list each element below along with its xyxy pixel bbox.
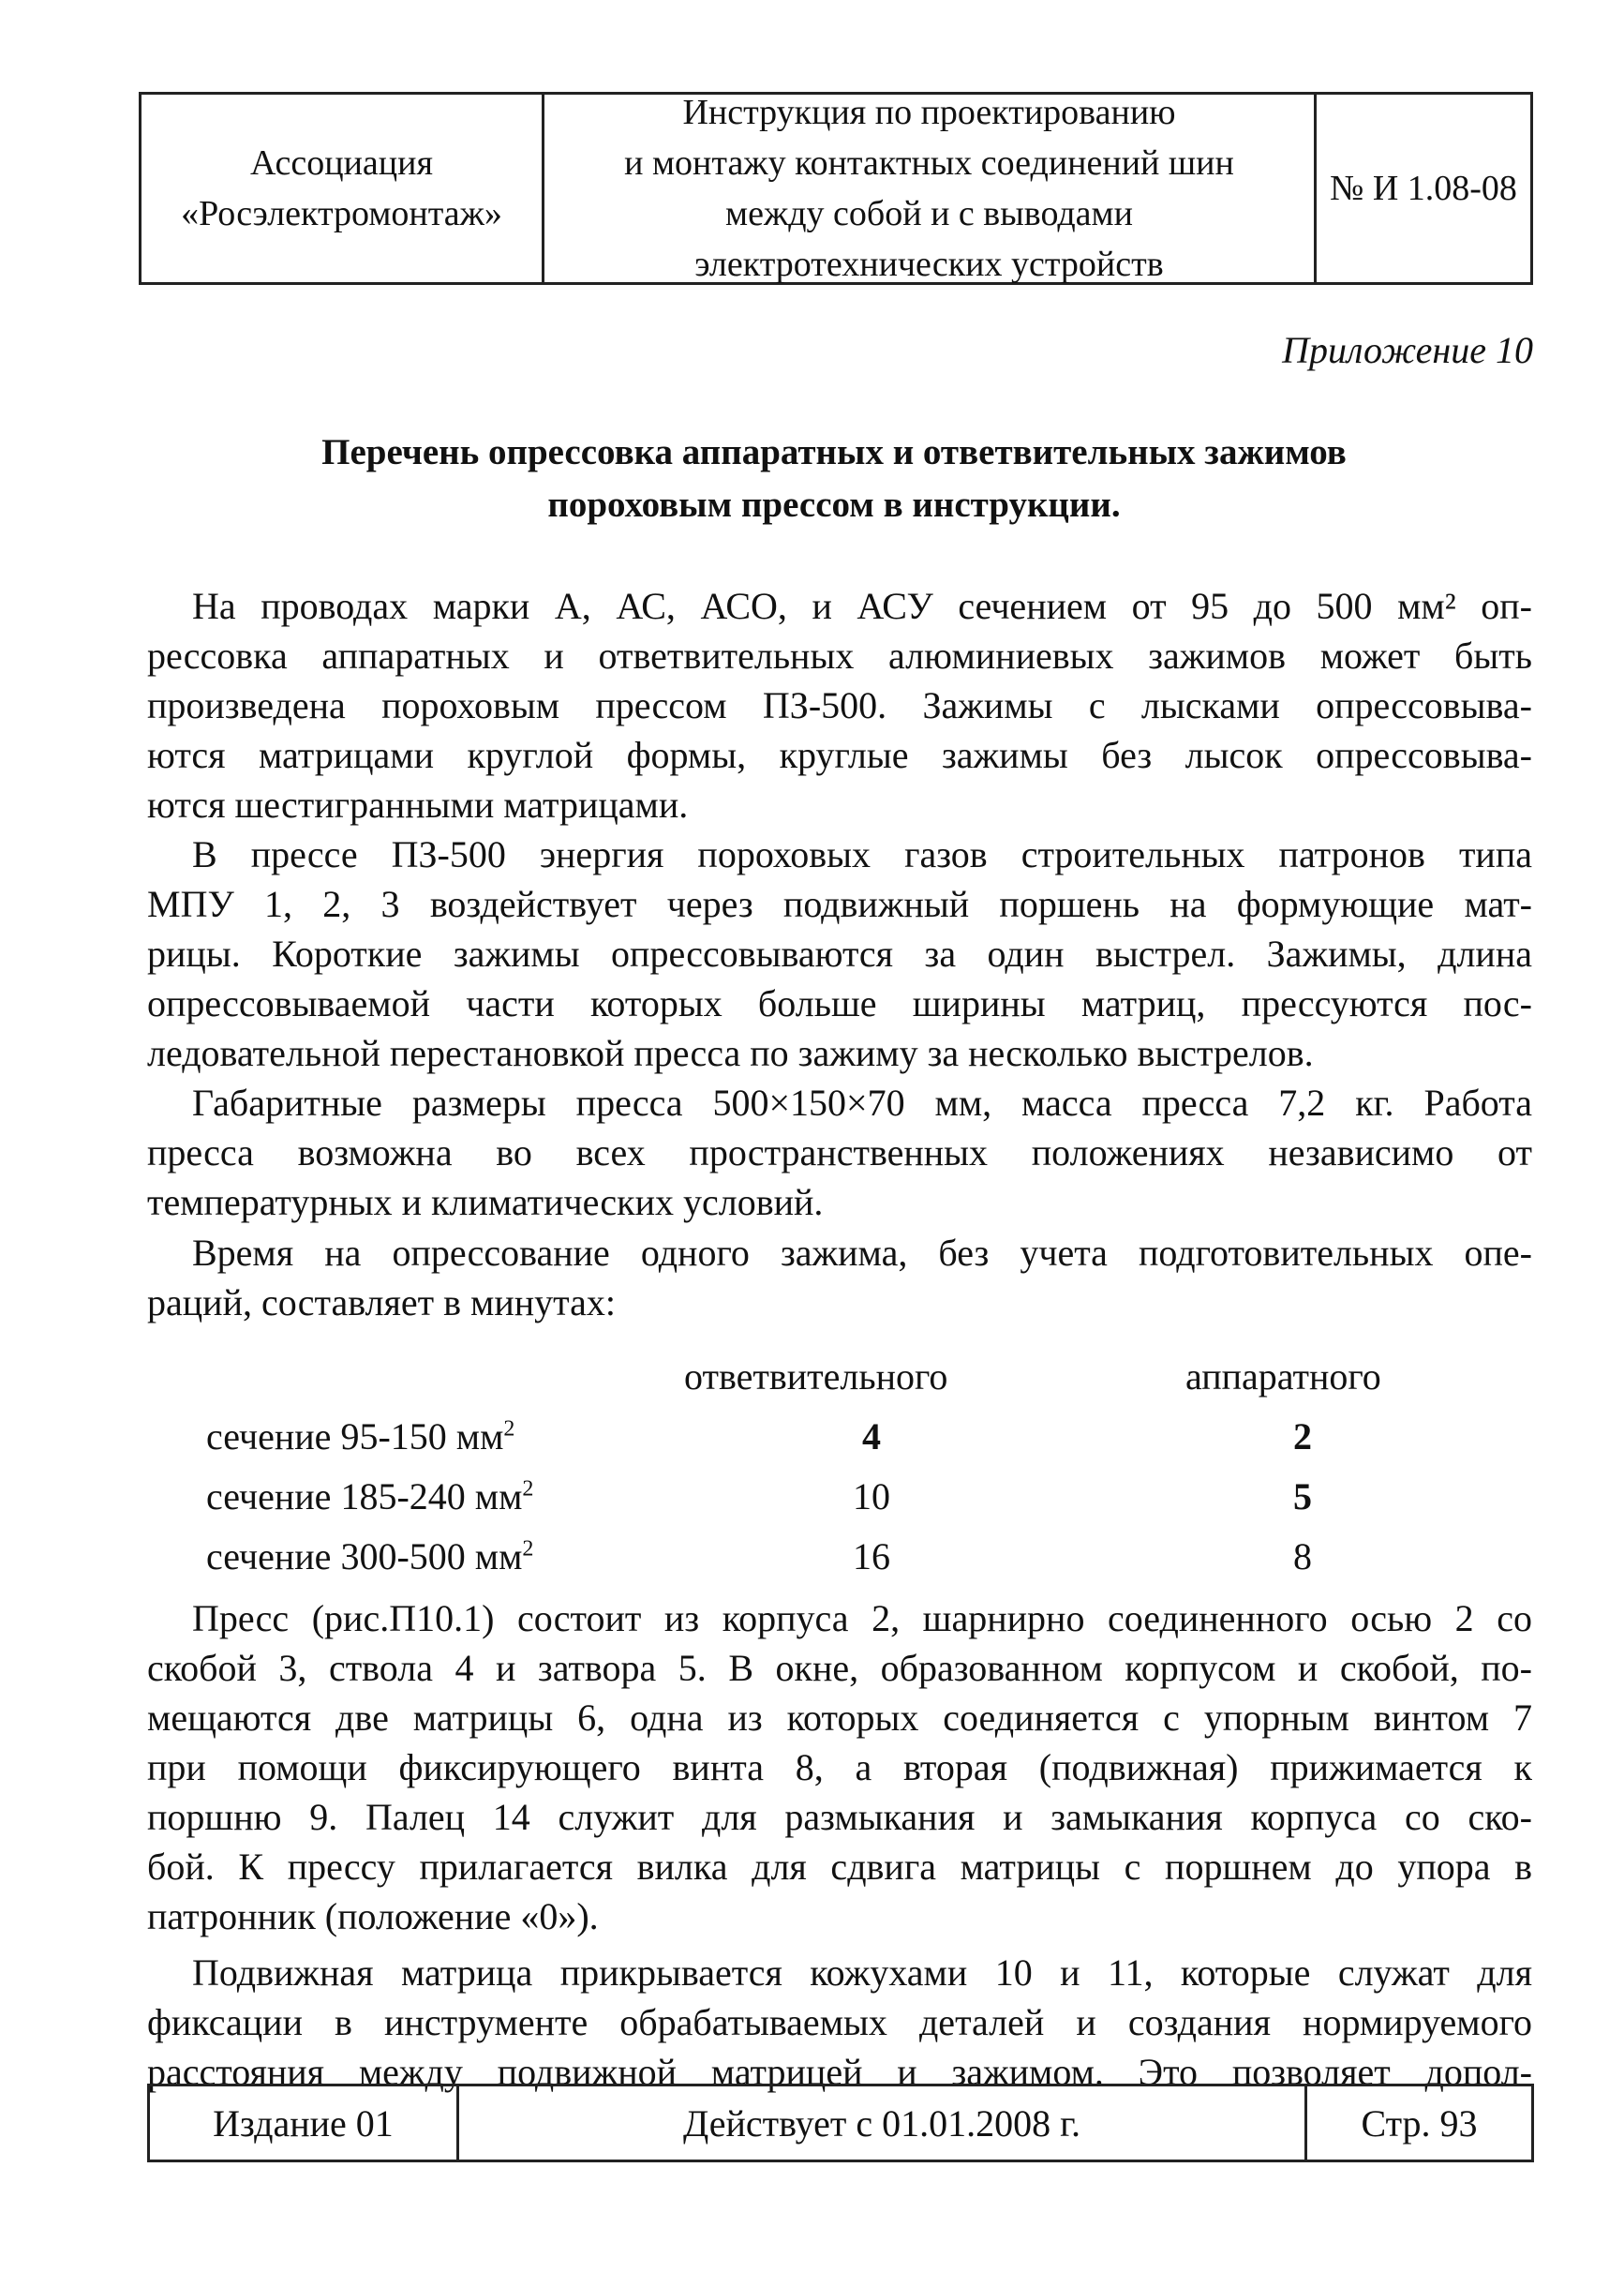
footer-edition: Издание 01	[150, 2086, 459, 2160]
text-line: опрессовываемой части которых больше ширины матриц, прессуются пос-	[147, 982, 1532, 1024]
footer-table	[147, 2084, 1534, 2162]
header-table	[139, 92, 1533, 285]
header-document-number: № И 1.08-08	[1330, 169, 1517, 208]
branch-time-value: 16	[853, 1535, 890, 1577]
column-header-branch: ответвительного	[684, 1355, 948, 1398]
footer-effective-date: Действует с 01.01.2008 г.	[459, 2086, 1307, 2160]
text-line: температурных и климатических условий.	[147, 1181, 824, 1223]
title-line: пороховым прессом в инструкции.	[547, 485, 1121, 525]
text-line: поршню 9. Палец 14 служит для размыкания и замыкания корпуса со ско-	[147, 1796, 1532, 1838]
table-row	[197, 1414, 1509, 1474]
paragraph-movable-die	[147, 1948, 1532, 2097]
text-line: патронник (положение «0»).	[147, 1895, 599, 1937]
text-line: пресса возможна во всех пространственных положениях независимо от	[147, 1131, 1532, 1173]
text-line: ются матрицами круглой формы, круглые зажимы без лысок опрессовыва-	[147, 734, 1532, 776]
table-row	[197, 1534, 1509, 1594]
paragraph-press-energy	[147, 830, 1532, 1078]
text-line: скобой 3, ствола 4 и затвора 5. В окне, образованном корпусом и скобой, по-	[147, 1647, 1532, 1689]
text-line: Время на опрессование одного зажима, без учета подготовительных опе-	[192, 1232, 1532, 1274]
doc-title-line: электротехнических устройств	[694, 245, 1164, 284]
apparatus-time-value: 5	[1293, 1475, 1312, 1517]
paragraph-time	[147, 1228, 1532, 1327]
row-label: сечение 95-150 $мм^2$	[206, 1415, 515, 1457]
text-line: рицы. Короткие зажимы опрессовываются за один выстрел. Зажимы, длина	[147, 933, 1532, 975]
doc-title-line: Инструкция по проектированию	[682, 93, 1176, 132]
section-title	[141, 426, 1527, 531]
org-name-line: «Росэлектромонтаж»	[181, 194, 502, 233]
row-label: сечение 300-500 $мм^2$	[206, 1535, 534, 1577]
text-line: На проводах марки А, АС, АСО, и АСУ сечением от 95 до 500 мм² оп-	[192, 585, 1532, 627]
paragraph-wires	[147, 581, 1532, 830]
text-line: ледовательной перестановкой пресса по зажиму за несколько выстрелов.	[147, 1032, 1314, 1074]
header-document-title	[544, 95, 1317, 282]
text-line: Пресс (рис.П10.1) состоит из корпуса 2, шарнирно соединенного осью 2 со	[192, 1597, 1532, 1639]
text-line: рессовка аппаратных и ответвительных алюминиевых зажимов может быть	[147, 635, 1532, 677]
header-organization	[142, 95, 544, 282]
apparatus-time-value: 2	[1293, 1415, 1312, 1457]
text-line: МПУ 1, 2, 3 воздействует через подвижный поршень на формующие мат-	[147, 883, 1532, 925]
org-name-line: Ассоциация	[250, 143, 433, 183]
doc-title-line: между собой и с выводами	[725, 194, 1133, 233]
text-line: фиксации в инструменте обрабатываемых деталей и создания нормируемого	[147, 2001, 1532, 2043]
footer-page-number: Стр. 93	[1361, 2101, 1478, 2145]
text-line: расстояния между подвижной матрицей и зажимом. Это позволяет допол-	[147, 2051, 1532, 2093]
text-line: произведена пороховым прессом ПЗ-500. Зажимы с лысками опрессовыва-	[147, 684, 1532, 726]
text-line: В прессе ПЗ-500 энергия пороховых газов строительных патронов типа	[192, 833, 1532, 875]
apparatus-time-value: 8	[1293, 1535, 1312, 1577]
table-row	[197, 1474, 1509, 1534]
doc-title-line: и монтажу контактных соединений шин	[624, 143, 1234, 183]
text-line: бой. К прессу прилагается вилка для сдвига матрицы с поршнем до упора в	[147, 1846, 1532, 1888]
text-line: раций, составляет в минутах:	[147, 1281, 616, 1323]
branch-time-value: 10	[853, 1475, 890, 1517]
branch-time-value: 4	[862, 1415, 881, 1457]
column-header-apparatus: аппаратного	[1185, 1355, 1381, 1398]
text-line: Подвижная матрица прикрывается кожухами 10 и 11, которые служат для	[192, 1951, 1532, 1994]
row-label: сечение 185-240 $мм^2$	[206, 1475, 534, 1517]
appendix-label: Приложение 10	[1282, 329, 1533, 371]
paragraph-dimensions	[147, 1078, 1532, 1227]
text-line: мещаются две матрицы 6, одна из которых соединяется с упорным винтом 7	[147, 1697, 1532, 1739]
table-header-row	[197, 1354, 1509, 1414]
title-line: Перечень опрессовка аппаратных и ответвительных зажимов	[321, 432, 1347, 472]
text-line: ются шестигранными матрицами.	[147, 784, 689, 826]
crimp-time-table	[197, 1354, 1509, 1594]
paragraph-press-structure	[147, 1593, 1532, 1941]
text-line: Габаритные размеры пресса 500×150×70 мм, масса пресса 7,2 кг. Работа	[192, 1082, 1532, 1124]
text-line: при помощи фиксирующего винта 8, а вторая (подвижная) прижимается к	[147, 1746, 1532, 1788]
